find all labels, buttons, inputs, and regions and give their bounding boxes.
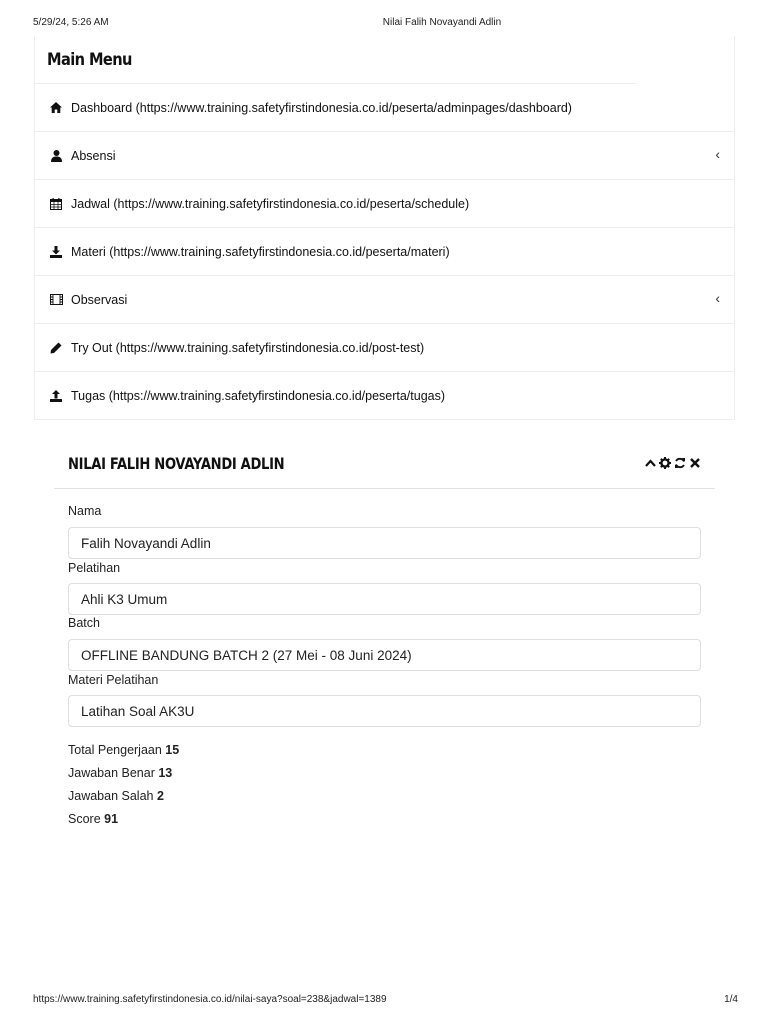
menu-item-materi[interactable]: [35, 228, 734, 276]
menu-item-label: Absensi: [71, 148, 116, 163]
stat-value: 15: [165, 743, 180, 757]
stat-score: [68, 812, 118, 826]
home-icon: [49, 101, 63, 115]
user-icon: [49, 149, 63, 163]
score-panel: [54, 440, 715, 826]
menu-item-dashboard[interactable]: [35, 84, 734, 132]
panel-title: NILAI FALIH NOVAYANDI ADLIN: [68, 454, 285, 473]
chevron-up-icon[interactable]: [644, 456, 656, 470]
stat-label: Jawaban Benar: [68, 766, 159, 780]
page-number: 1/4: [724, 994, 738, 1005]
download-icon: [49, 245, 63, 259]
batch-label: Batch: [68, 616, 100, 630]
stat-value: 91: [104, 812, 119, 826]
menu-item-tugas[interactable]: [35, 372, 734, 420]
stat-label: Score: [68, 812, 105, 826]
batch-field[interactable]: OFFLINE BANDUNG BATCH 2 (27 Mei - 08 Juni 2024): [68, 639, 701, 671]
print-header: [0, 17, 768, 31]
stat-value: 13: [158, 766, 173, 780]
stat-label: Jawaban Salah: [68, 789, 157, 803]
nama-label: Nama: [68, 504, 102, 518]
menu-item-label: Dashboard (https://www.training.safetyfirstindonesia.co.id/peserta/adminpages/dashboard): [71, 100, 572, 115]
menu-item-label: Materi (https://www.training.safetyfirstindonesia.co.id/peserta/materi): [71, 244, 450, 259]
film-icon: [49, 293, 63, 307]
print-datetime: 5/29/24, 5:26 AM: [33, 17, 109, 28]
main-menu-heading: Main Menu: [35, 36, 636, 84]
stat-label: Total Pengerjaan: [68, 743, 166, 757]
menu-item-label: Observasi: [71, 292, 128, 307]
stat-jawaban-benar: [68, 766, 172, 780]
calendar-icon: [49, 197, 63, 211]
menu-item-absensi[interactable]: [35, 132, 734, 180]
materi-pelatihan-label: Materi Pelatihan: [68, 673, 159, 687]
pelatihan-field[interactable]: Ahli K3 Umum: [68, 583, 701, 615]
print-url: https://www.training.safetyfirstindonesia.co.id/nilai-saya?soal=238&jadwal=1389: [33, 994, 387, 1005]
menu-item-label: Tugas (https://www.training.safetyfirstindonesia.co.id/peserta/tugas): [71, 388, 446, 403]
chevron-left-icon[interactable]: ‹: [715, 290, 720, 306]
materi-pelatihan-field[interactable]: Latihan Soal AK3U: [68, 695, 701, 727]
nama-field[interactable]: Falih Novayandi Adlin: [68, 527, 701, 559]
menu-item-try-out[interactable]: [35, 324, 734, 372]
gear-icon[interactable]: [659, 456, 671, 470]
stat-value: 2: [156, 789, 164, 803]
print-document-title: Nilai Falih Novayandi Adlin: [382, 17, 502, 28]
menu-item-jadwal[interactable]: [35, 180, 734, 228]
menu-item-label: Jadwal (https://www.training.safetyfirstindonesia.co.id/peserta/schedule): [71, 196, 470, 211]
print-footer: [0, 994, 768, 1008]
stat-total-pengerjaan: [68, 743, 179, 757]
panel-header: [54, 440, 715, 489]
menu-item-label: Try Out (https://www.training.safetyfirstindonesia.co.id/post-test): [71, 340, 425, 355]
pelatihan-label: Pelatihan: [68, 561, 121, 575]
refresh-icon[interactable]: [674, 456, 686, 470]
panel-toolbar: [644, 456, 701, 470]
menu-item-observasi[interactable]: [35, 276, 734, 324]
pencil-icon: [49, 341, 63, 355]
close-icon[interactable]: [689, 456, 701, 470]
main-menu: [34, 36, 735, 420]
upload-icon: [49, 389, 63, 403]
stat-jawaban-salah: [68, 789, 164, 803]
chevron-left-icon[interactable]: ‹: [715, 146, 720, 162]
